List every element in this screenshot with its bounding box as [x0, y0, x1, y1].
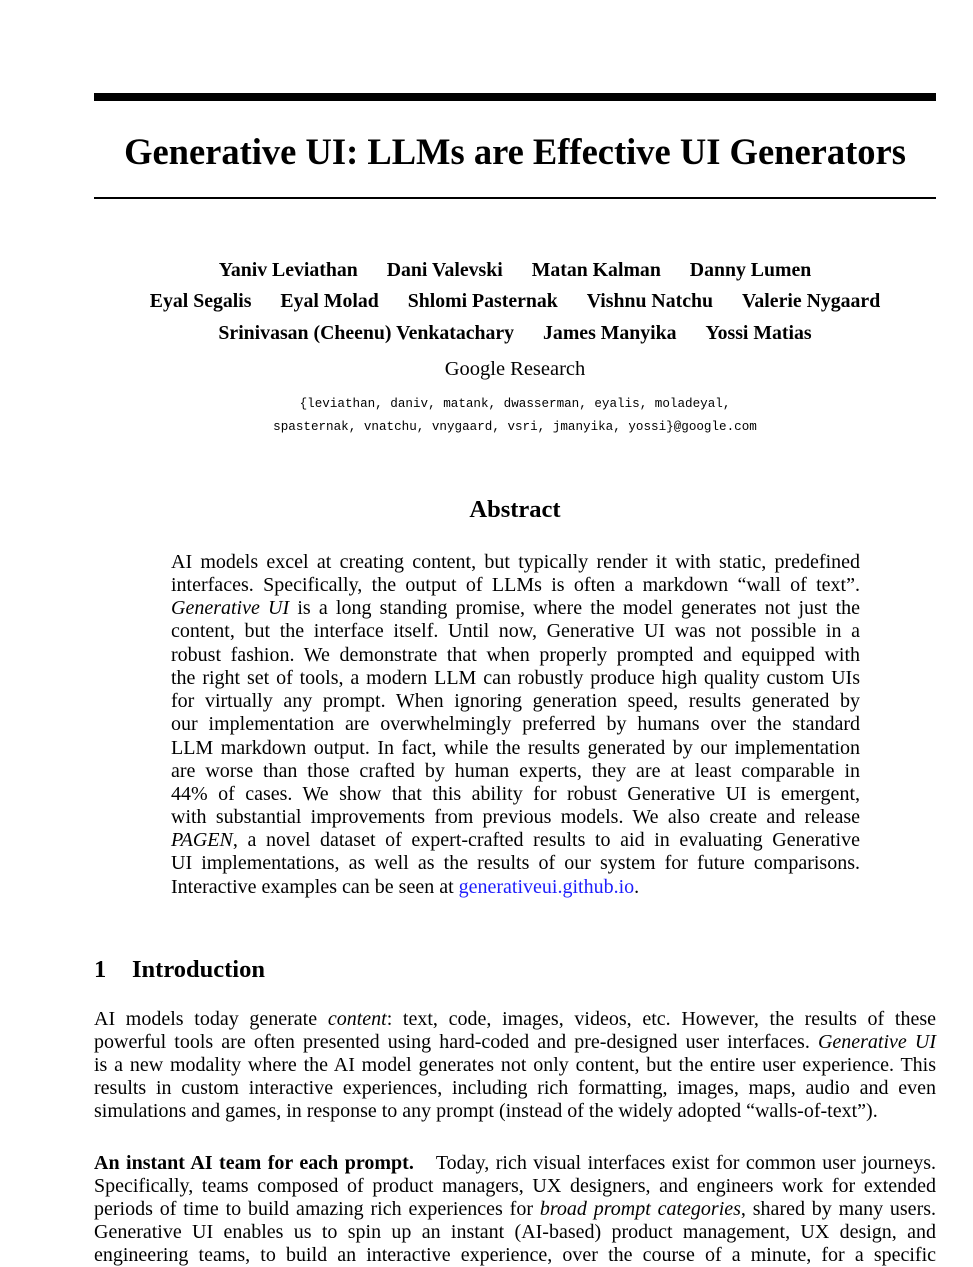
abstract-line: 44% of cases. We show that this ability for robust Generative UI is emergent,: [171, 783, 860, 805]
author-name: Dani Valevski: [386, 259, 503, 281]
author-row-1: [60, 258, 970, 282]
author-name: Yaniv Leviathan: [218, 259, 358, 281]
author-name: Eyal Segalis: [149, 290, 252, 312]
emphasis: Generative UI: [171, 597, 290, 619]
author-name: James Manyika: [543, 322, 677, 344]
paragraph-line: is a new modality where the AI model generates not only content, but the entire user experience. This: [94, 1054, 936, 1076]
paragraph-line: AI models today generate content: text, code, images, videos, etc. However, the results of these: [94, 1008, 936, 1030]
abstract-line: for virtually any prompt. When ignoring generation speed, results generated by: [171, 690, 860, 712]
abstract-line: are worse than those crafted by human experts, they are at least comparable in: [171, 760, 860, 782]
abstract-line: our implementation are overwhelmingly preferred by humans over the standard: [171, 713, 860, 735]
email-line: spasternak, vnatchu, vnygaard, vsri, jmanyika, yossi}@google.com: [273, 420, 757, 434]
abstract-line: content, but the interface itself. Until now, Generative UI was not possible in a: [171, 620, 860, 642]
author-name: Matan Kalman: [531, 259, 661, 281]
section-number: 1: [94, 956, 107, 983]
paragraph-line: periods of time to build amazing rich experiences for broad prompt categories, shared by many users.: [94, 1198, 937, 1220]
paragraph-line: An instant AI team for each prompt. Today, rich visual interfaces exist for common user journeys.: [94, 1152, 936, 1174]
paragraph-line: engineering teams, to build an interactive experience, over the course of a minute, for a specific: [94, 1244, 936, 1266]
author-name: Vishnu Natchu: [586, 290, 713, 312]
top-rule: [94, 93, 936, 101]
author-name: Shlomi Pasternak: [407, 290, 558, 312]
abstract-line: robust fashion. We demonstrate that when properly prompted and equipped with: [171, 644, 860, 666]
abstract-line: interfaces. Specifically, the output of LLMs is often a markdown “wall of text”.: [171, 574, 860, 596]
author-row-2: [60, 289, 970, 313]
paper-title: Generative UI: LLMs are Effective UI Generators: [124, 131, 906, 172]
abstract-line: LLM markdown output. In fact, while the results generated by our implementation: [171, 737, 860, 759]
emphasis: Generative UI: [817, 1031, 936, 1053]
abstract-line: UI implementations, as well as the results of our system for future comparisons.: [171, 852, 860, 874]
section-heading: [94, 954, 265, 986]
abstract-heading: Abstract: [469, 496, 561, 523]
paragraph-line: results in custom interactive experiences, including rich formatting, images, maps, audio and even: [94, 1077, 936, 1099]
paragraph-line: Generative UI enables us to spin up an instant (AI-based) product management, UX design, and: [94, 1221, 936, 1243]
paragraph-line: simulations and games, in response to any prompt (instead of the widely adopted “walls-of-text”).: [94, 1100, 878, 1122]
author-name: Danny Lumen: [689, 259, 812, 281]
email-line: {leviathan, daniv, matank, dwasserman, eyalis, moladeyal,: [299, 397, 731, 411]
emphasis: broad prompt categories: [539, 1198, 741, 1220]
abstract-line: Generative UI is a long standing promise, where the model generates not just the: [171, 597, 861, 619]
author-row-3: [60, 321, 970, 345]
paragraph-line: Specifically, teams composed of product managers, UX designers, and engineers work for extended: [94, 1175, 936, 1197]
section-title: Introduction: [132, 956, 265, 983]
title-rule: [94, 197, 936, 199]
emphasis: PAGEN: [171, 829, 233, 851]
project-link[interactable]: generativeui.github.io: [458, 876, 635, 898]
author-name: Srinivasan (Cheenu) Venkatachary: [218, 322, 515, 344]
author-name: Valerie Nygaard: [741, 290, 881, 312]
abstract-line: Interactive examples can be seen at generativeui.github.io.: [171, 876, 640, 898]
author-name: Yossi Matias: [705, 322, 812, 344]
affiliation: Google Research: [444, 358, 586, 380]
abstract-line: with substantial improvements from previous models. We also create and release: [171, 806, 860, 828]
paragraph-line: powerful tools are often presented using hard-coded and pre-designed user interfaces. Generative UI: [94, 1031, 936, 1053]
abstract-line: the right set of tools, a modern LLM can robustly produce high quality custom UIs: [171, 667, 860, 689]
emphasis: content: [327, 1008, 387, 1030]
paragraph-lead: An instant AI team for each prompt.: [94, 1152, 414, 1174]
abstract-line: PAGEN, a novel dataset of expert-crafted results to aid in evaluating Generative: [171, 829, 860, 851]
abstract-line: AI models excel at creating content, but typically render it with static, predefined: [171, 551, 860, 573]
author-name: Eyal Molad: [280, 290, 379, 312]
